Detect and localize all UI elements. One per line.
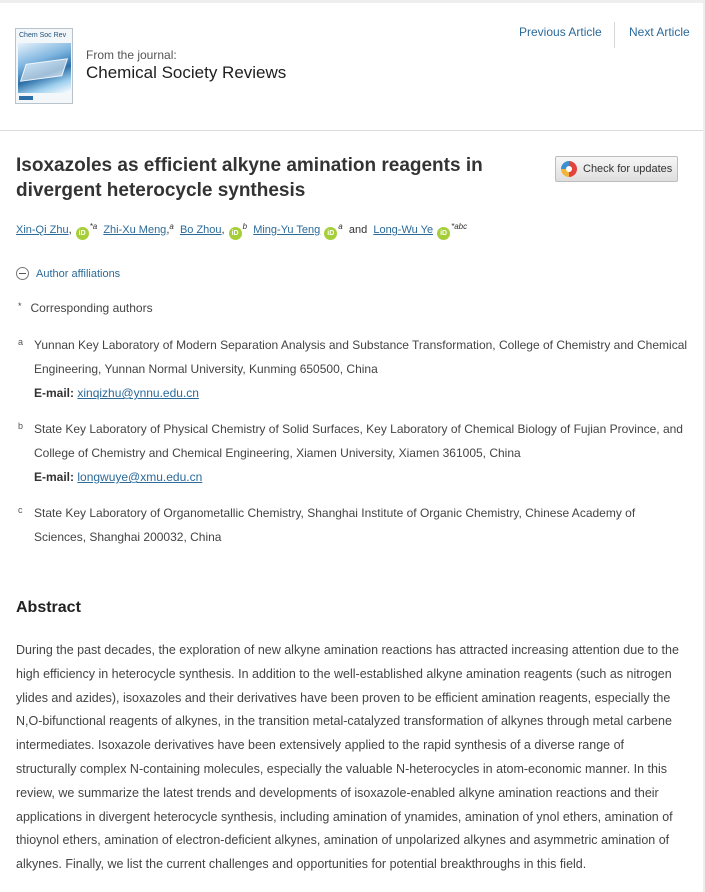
authors-and: and [348, 224, 368, 236]
author-link[interactable]: Long-Wu Ye [373, 224, 434, 236]
affiliation-item [18, 333, 688, 405]
orcid-icon[interactable]: iD [437, 227, 450, 240]
abstract-text: During the past decades, the exploration of new alkyne amination reactions has attracted increasing attention due to the high efficiency in heterocycle synthesis. In addition to the well-established alkyne amination reagents (such as nitrogen ylides and azides), isoxazoles and their derivatives have been proven to be efficient amination reagents, especially the N,O-bifunctional reagents of alkynes, in the transition metal-catalyzed transformation of alkynes through metal carbene intermediates. Isoxazole derivatives have been extensively applied to the rapid synthesis of a diverse range of structurally complex N-containing molecules, especially the valuable N-heterocycles in atom-economic manner. In this review, we summarize the latest trends and developments of isoxazole-enabled alkyne amination reactions and their applications in divergent heterocycle synthesis, including amination of ynamides, amination of ynol ethers, amination of thioynol ethers, amination of electron-deficient alkynes, amination of unpolarized alkynes and asymmetric amination of alkynes. Finally, we list the current challenges and opportunities for potential breakthroughs in this field. [16, 643, 679, 872]
affiliation-letter: a [18, 337, 24, 347]
affiliation-letter: b [18, 421, 24, 431]
journal-name-link[interactable]: Chemical Society Reviews [86, 63, 287, 82]
cover-artwork [18, 43, 71, 93]
journal-header [0, 6, 703, 131]
author-marks: a [338, 222, 343, 231]
author-link[interactable]: Ming-Yu Teng [253, 224, 321, 236]
nav-divider [614, 22, 615, 48]
author-affiliations-toggle[interactable] [16, 267, 120, 280]
previous-article-link[interactable]: Previous Article [519, 25, 602, 39]
from-journal-label: From the journal: [86, 48, 177, 62]
affiliation-item [18, 501, 688, 549]
email-link[interactable]: xinqizhu@ynnu.edu.cn [77, 386, 199, 400]
author-marks: b [242, 222, 248, 231]
abstract-heading: Abstract [16, 599, 81, 616]
orcid-icon[interactable]: iD [76, 227, 89, 240]
corresponding-mark: * [18, 301, 22, 311]
collapse-minus-icon [16, 267, 29, 280]
corresponding-label: Corresponding authors [30, 301, 153, 315]
author-link[interactable]: Bo Zhou [179, 224, 222, 236]
cover-publisher-logo [19, 96, 33, 100]
orcid-icon[interactable]: iD [229, 227, 242, 240]
affiliation-letter: c [18, 505, 23, 515]
affiliation-item [18, 417, 688, 489]
check-for-updates-button[interactable] [555, 156, 678, 182]
journal-cover-image[interactable] [15, 28, 73, 104]
corresponding-authors-note [18, 301, 153, 315]
check-for-updates-label: Check for updates [583, 163, 673, 175]
orcid-icon[interactable]: iD [324, 227, 337, 240]
email-link[interactable]: longwuye@xmu.edu.cn [77, 470, 203, 484]
article-title: Isoxazoles as efficient alkyne amination reagents in divergent heterocycle synthesis [16, 155, 483, 201]
author-list: Xin-Qi Zhu, $iD^{*a}$ Zhi-Xu Meng,$^a$ Bo Zhou, $iD^b$ Ming-Yu Teng $iD^a$ and Long-Wu Ye $iD^{*abc}$ [16, 222, 467, 240]
affiliation-text: State Key Laboratory of Organometallic Chemistry, Shanghai Institute of Organic Chemistry, Chinese Academy of Sciences, Shanghai 200032, China [34, 506, 636, 544]
email-label: E-mail: [34, 386, 75, 400]
cover-title: Chem Soc Rev [19, 32, 67, 39]
author-link[interactable]: Xin-Qi Zhu [16, 224, 69, 236]
email-label: E-mail: [34, 470, 75, 484]
author-link[interactable]: Zhi-Xu Meng [103, 224, 167, 236]
next-article-link[interactable]: Next Article [629, 25, 690, 39]
author-marks: a [169, 222, 174, 231]
author-marks: *a [89, 222, 98, 231]
affiliation-text: Yunnan Key Laboratory of Modern Separation Analysis and Substance Transformation, College of Chemistry and Chemical Engineering, Yunnan Normal University, Kunming 650500, China [34, 338, 688, 376]
crossmark-icon [561, 161, 577, 177]
affiliation-text: State Key Laboratory of Physical Chemistry of Solid Surfaces, Key Laboratory of Chemical Biology of Fujian Province, and College of Chemistry and Chemical Engineering, Xiamen University, Xiamen 361005, China [34, 422, 683, 460]
author-affiliations-label: Author affiliations [36, 267, 121, 280]
author-marks: *abc [451, 222, 468, 231]
